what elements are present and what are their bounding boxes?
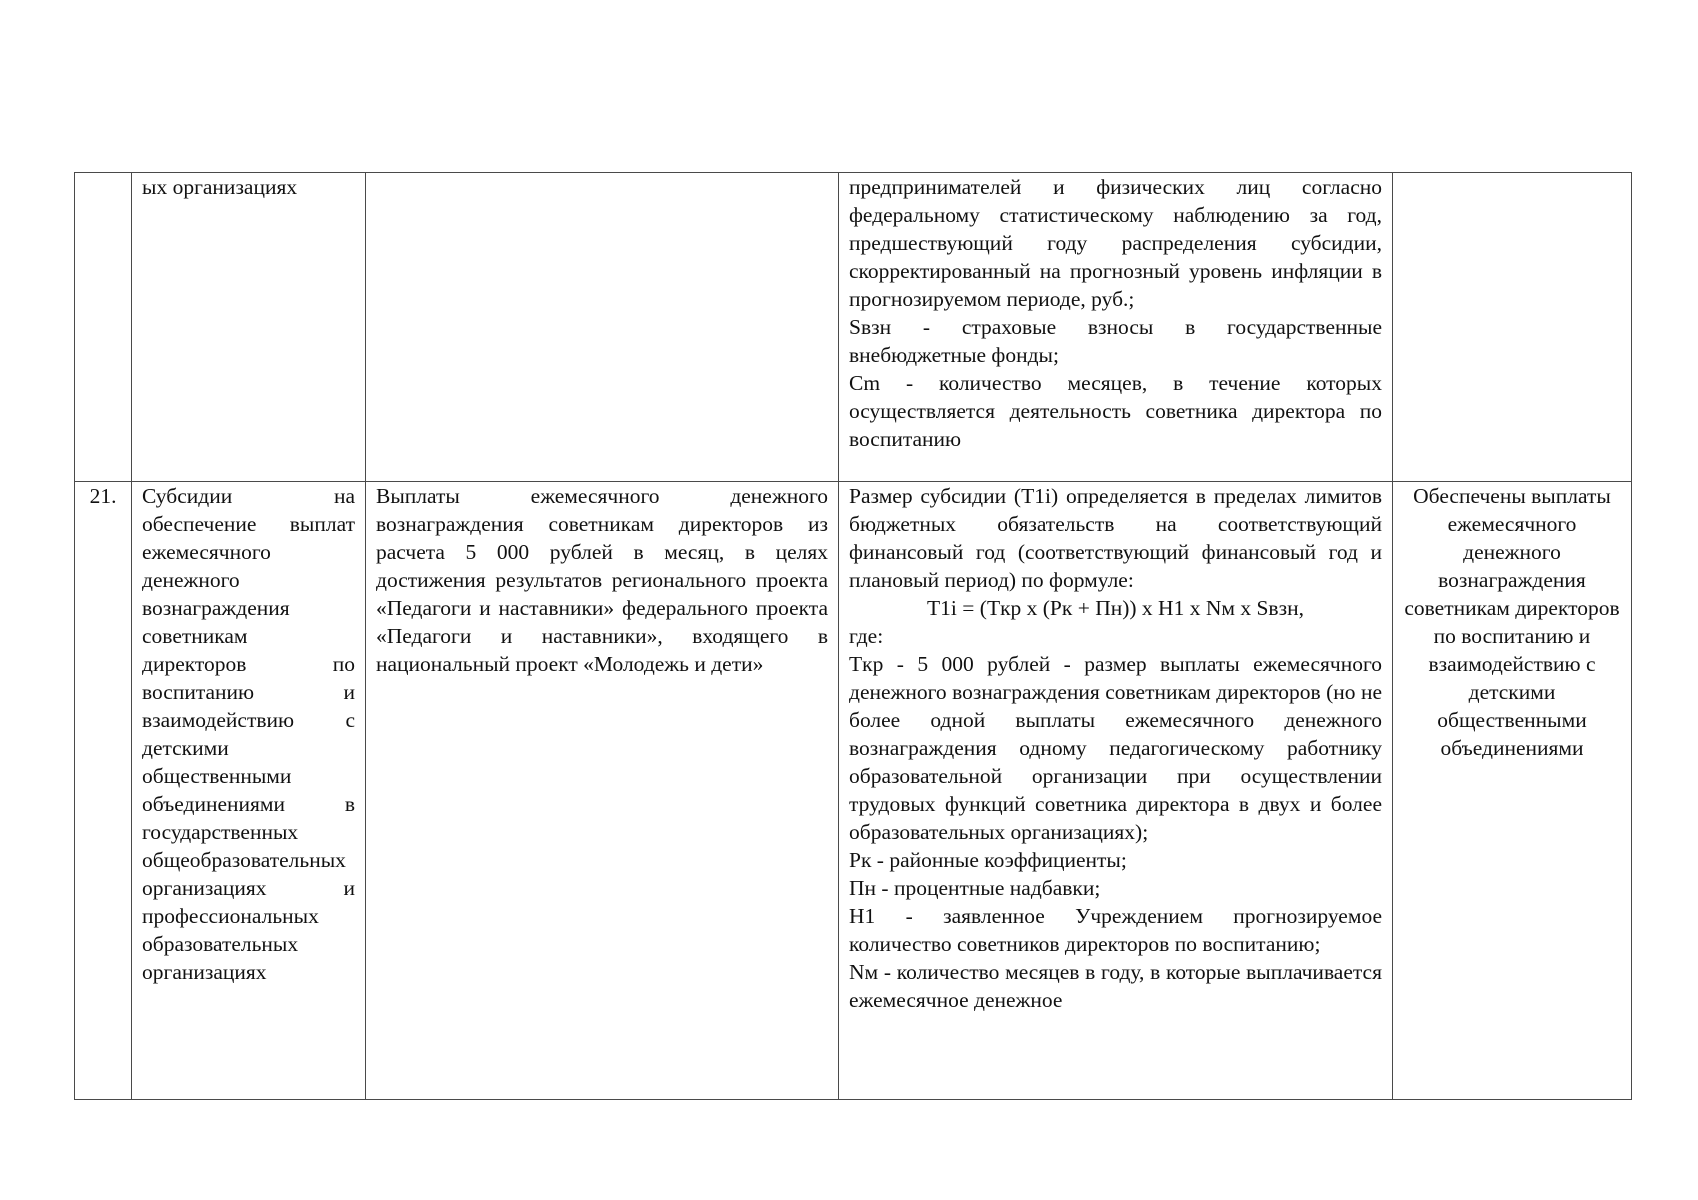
- cell-subsidy-name: [132, 173, 366, 482]
- method-where: где:: [849, 624, 884, 648]
- cell-method: [839, 173, 1393, 482]
- definition-pn: Пн - процентные надбавки;: [849, 876, 1101, 900]
- purpose-text: Выплаты ежемесячного денежного вознаграждения советникам директоров из расчета 5 000 рублей в месяц, в целях достижения результатов регионального проекта «Педагоги и наставники» федерального проекта «Педагоги и наставники», входящего в национальный проект «Молодежь и дети»: [376, 484, 828, 676]
- cell-number: [75, 173, 132, 482]
- method-paragraph: Sвзн - страховые взносы в государственные внебюджетные фонды;: [849, 315, 1382, 367]
- subsidy-formula: T1i = (Tкр x (Pк + Пн)) x H1 x Nм x Sвзн,: [927, 596, 1304, 620]
- cell-purpose: [366, 482, 839, 1100]
- definition-h1: H1 - заявленное Учреждением прогнозируемое количество советников директоров по воспитанию;: [849, 904, 1382, 956]
- definition-tkr: Tкр - 5 000 рублей - размер выплаты ежемесячного денежного вознаграждения советникам директоров (но не более одной выплаты ежемесячного денежного вознаграждения одному педагогическому работнику образовательной организации при осуществлении трудовых функций советника директора в двух и более образовательных организациях);: [849, 652, 1382, 844]
- table-row-continuation: [75, 173, 1632, 482]
- definition-rk: Pк - районные коэффициенты;: [849, 848, 1127, 872]
- cell-result: [1393, 173, 1632, 482]
- cell-purpose: [366, 173, 839, 482]
- method-paragraph: Cm - количество месяцев, в течение которых осуществляется деятельность советника директора по воспитанию: [849, 371, 1382, 451]
- table-row-21: [75, 482, 1632, 1100]
- definition-nm: Nм - количество месяцев в году, в которые выплачивается ежемесячное денежное: [849, 960, 1382, 1012]
- subsidy-name-text: ых организациях: [142, 175, 298, 199]
- cell-number: 21.: [75, 482, 132, 1100]
- cell-subsidy-name: [132, 482, 366, 1100]
- method-intro: Размер субсидии (T1i) определяется в пределах лимитов бюджетных обязательств на соответствующий финансовый год (соответствующий финансовый год и плановый период) по формуле:: [849, 484, 1382, 592]
- cell-result: Обеспечены выплаты ежемесячного денежного вознаграждения советникам директоров по воспитанию и взаимодействию с детскими общественными объединениями: [1393, 482, 1632, 1100]
- cell-method: [839, 482, 1393, 1100]
- method-paragraph: предпринимателей и физических лиц согласно федеральному статистическому наблюдению за год, предшествующий году распределения субсидии, скорректированный на прогнозный уровень инфляции в прогнозируемом периоде, руб.;: [849, 175, 1382, 311]
- subsidy-name-text: Субсидии на обеспечение выплат ежемесячного денежного вознаграждения советникам директоров по воспитанию и взаимодействию с детскими общественными объединениями в государственных общеобразовательных организациях и профессиональных образовательных организациях: [142, 484, 355, 984]
- subsidy-table: [74, 172, 1632, 1100]
